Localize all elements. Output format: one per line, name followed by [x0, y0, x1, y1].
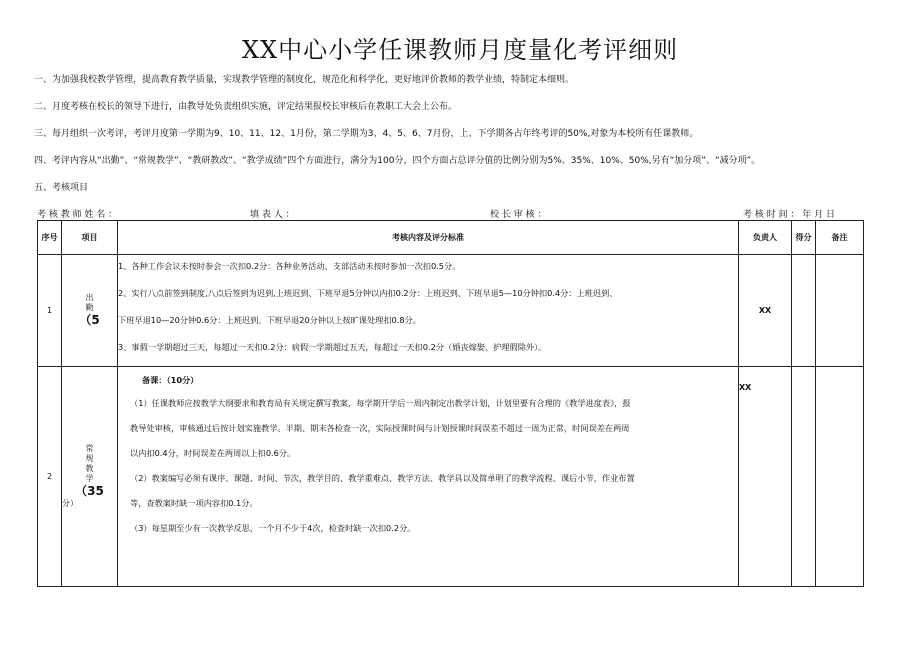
content-line: 以内扣0.4分，时间误差在两周以上扣0.6分。	[130, 448, 296, 458]
content-line: 3、事假一学期超过三天，每超过一天扣0.2分：病假一学期超过五天，每超过一天扣0.2分（婚丧嫁娶、护理假除外）。	[118, 342, 547, 352]
header-content: 考核内容及评分标准	[118, 221, 739, 255]
item-line: 规	[85, 454, 94, 463]
content-line: （1）任课教师应按教学大纲要求和教育局有关规定撰写教案，每学期开学后一周内制定出教学计划，计划里要有合理的《教学进度表》，报	[130, 398, 631, 408]
paragraph-3: 三、每月组织一次考评，考评月度第一学期为9、10、11、12、1月份，第二学期为3、4、5、6、7月份，上、下学期各占年终考评的50%,对象为本校所有任课教师。	[34, 129, 699, 139]
row-responsible: XX	[739, 367, 792, 587]
item-line: 学	[85, 474, 94, 483]
paragraph-4: 四、考评内容从“出勤”、“常规教学”、“教研教改”、“教学成绩”四个方面进行，满分为100分，四个方面占总评分值的比例分别为5%、35%、10%、50%,另有“加分项”、“减分项”。	[34, 156, 761, 166]
content-heading: 备课：（10分）	[142, 375, 199, 385]
item-line: 分）	[62, 499, 78, 508]
row-item	[62, 367, 118, 587]
content-line: 2、实行八点前签到制度,八点后签到为迟到,上班迟到、下班早退5分钟以内扣0.2分：上班迟到、下班早退5—10分钟扣0.4分：上班迟到、	[118, 288, 618, 298]
row-remark	[816, 255, 864, 367]
header-remark: 备注	[816, 221, 864, 255]
content-line: 1、各种工作会议未按时参会一次扣0.2分：各种业务活动、支部活动未按时参加一次扣0.5分。	[118, 261, 461, 271]
row-number: 2	[38, 367, 62, 587]
row-score	[792, 255, 816, 367]
content-line: （3）每星期至少有一次教学反思，一个月不少于4次，检查时缺一次扣0.2分。	[130, 523, 416, 533]
item-line: （5	[79, 313, 100, 327]
item-line: 教	[85, 464, 94, 473]
header-no: 序号	[38, 221, 62, 255]
row-item	[62, 255, 118, 367]
content-line: （2）教案编写必须有课序、课题、时间、节次，教学目的、教学重难点、教学方法、教学具以及简单明了的教学流程、课后小节，作业布置	[130, 473, 635, 483]
assessment-table	[37, 220, 864, 587]
row-responsible: XX	[739, 255, 792, 367]
header-item: 项目	[62, 221, 118, 255]
table-row	[38, 255, 864, 367]
item-line: 出	[85, 293, 94, 302]
item-line: 勤	[85, 303, 94, 312]
row-content	[118, 255, 739, 367]
content-line: 教导处审核，审核通过后按计划实施教学。半期、期末各检查一次，实际授课时间与计划授课时间误差不超过一周为正常，时间误差在两周	[130, 423, 630, 433]
content-line: 等，查教案时缺一项内容扣0.1分。	[130, 498, 258, 508]
item-line: （35	[75, 484, 104, 498]
row-score	[792, 367, 816, 587]
row-remark	[816, 367, 864, 587]
row-number: 1	[38, 255, 62, 367]
header-responsible: 负责人	[739, 221, 792, 255]
meta-filler: 填 表 人 ：	[250, 210, 295, 220]
table-header-row	[38, 221, 864, 255]
table-row	[38, 367, 864, 587]
row-content	[118, 367, 739, 587]
paragraph-5: 五、考核项目	[34, 183, 89, 193]
meta-time: 考 核 时 间 ： 年 月 日	[743, 210, 836, 220]
content-line: 下班早退10—20分钟0.6分：上班迟到、下班早退20分钟以上按旷课处理扣0.8分。	[118, 315, 421, 325]
header-score: 得分	[792, 221, 816, 255]
item-line: 常	[85, 444, 94, 453]
paragraph-1: 一、为加强我校教学管理，提高教育教学质量，实现教学管理的制度化，规范化和科学化，更好地评价教师的教学业绩，特制定本细则。	[34, 75, 575, 85]
paragraph-2: 二、月度考核在校长的领导下进行，由教导处负责组织实施，评定结果报校长审核后在教职工大会上公布。	[34, 102, 458, 112]
meta-principal: 校 长 审 核 ：	[490, 210, 547, 220]
meta-teacher: 考 核 教 师 姓 名 ：	[37, 210, 118, 220]
page-title: XX中心小学任课教师月度量化考评细则	[241, 36, 679, 64]
